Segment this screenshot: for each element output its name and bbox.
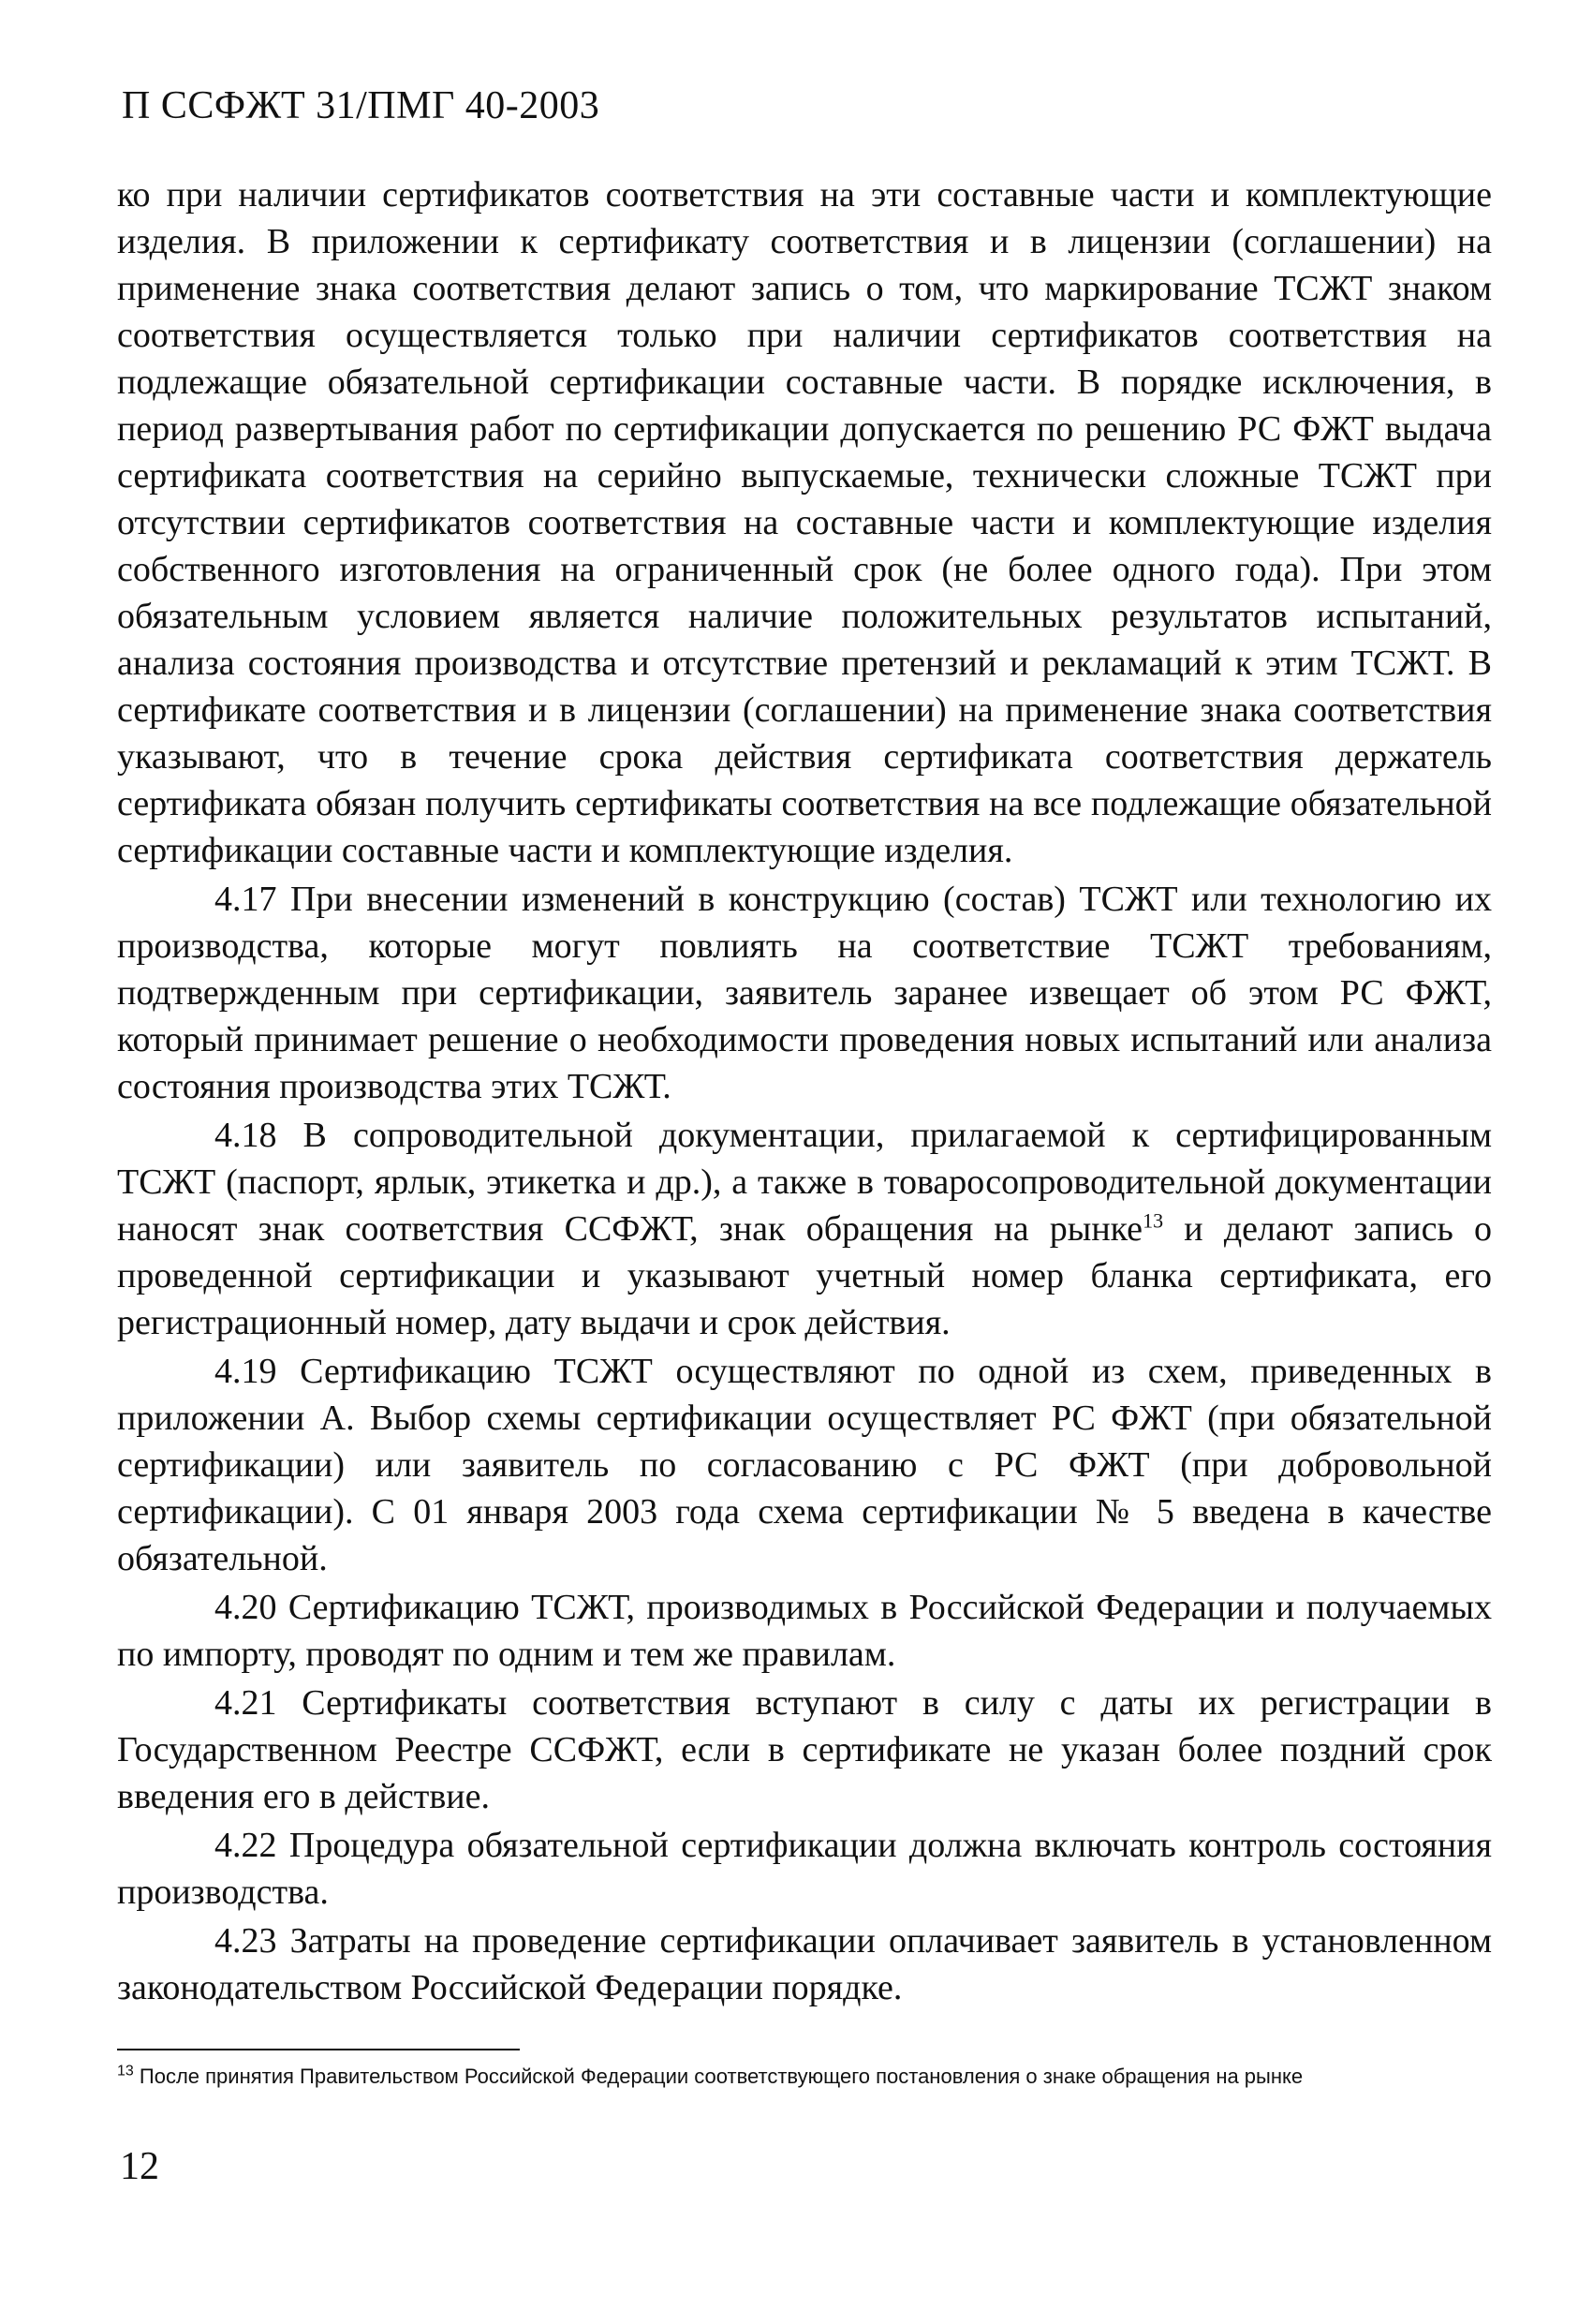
paragraph-4-18-text-before: 4.18 В сопроводительной документации, прилагаемой к сертифицированным ТСЖТ (паспорт, ярлык, этикетка и др.), а также в товаросопроводительной документации наносят знак соответствия ССФЖТ, знак обращения на рынке	[117, 1116, 1492, 1249]
paragraph-4-23: 4.23 Затраты на проведение сертификации оплачивает заявитель в установленном законодательством Российской Федерации порядке.	[117, 1921, 1492, 2007]
footnote-marker: 13	[117, 2063, 134, 2080]
paragraph-4-18	[117, 1112, 1492, 1346]
footnote-reference: 13	[1143, 1208, 1164, 1233]
paragraph-4-19: 4.19 Сертификацию ТСЖТ осуществляют по одной из схем, приведенных в приложении А. Выбор схемы сертификации осуществляет РС ФЖТ (при обязательной сертификации) или заявитель по согласованию с РС ФЖТ (при добровольной сертификации). С 01 января 2003 года схема сертификации № 5 введена в качестве обязательной.	[117, 1352, 1492, 1578]
paragraph-4-20: 4.20 Сертификацию ТСЖТ, производимых в Российской Федерации и получаемых по импорту, проводят по одним и тем же правилам.	[117, 1588, 1492, 1674]
paragraph-4-22: 4.22 Процедура обязательной сертификации должна включать контроль состояния производства.	[117, 1826, 1492, 1912]
footnote-divider	[117, 2049, 520, 2050]
paragraph-4-21: 4.21 Сертификаты соответствия вступают в силу с даты их регистрации в Государственном Реестре ССФЖТ, если в сертификате не указан более поздний срок введения его в действие.	[117, 1683, 1492, 1816]
paragraph-continuation: ко при наличии сертификатов соответствия на эти составные части и комплектующие изделия. В приложении к сертификату соответствия и в лицензии (соглашении) на применение знака соответствия делают запись о том, что маркирование ТСЖТ знаком соответствия осуществляется только при наличии сертификатов соответствия на подлежащие обязательной сертификации составные части. В порядке исключения, в период развертывания работ по сертификации допускается по решению РС ФЖТ выдача сертификата соответствия на серийно выпускаемые, технически сложные ТСЖТ при отсутствии сертификатов соответствия на составные части и комплектующие изделия собственного изготовления на ограниченный срок (не более одного года). При этом обязательным условием является наличие положительных результатов испытаний, анализа состояния производства и отсутствие претензий и рекламаций к этим ТСЖТ. В сертификате соответствия и в лицензии (соглашении) на применение знака соответствия указывают, что в течение срока действия сертификата соответствия держатель сертификата обязан получить сертификаты соответствия на все подлежащие обязательной сертификации составные части и комплектующие изделия.	[117, 175, 1492, 870]
paragraph-4-17: 4.17 При внесении изменений в конструкцию (состав) ТСЖТ или технологию их производства, которые могут повлиять на соответствие ТСЖТ требованиям, подтвержденным при сертификации, заявитель заранее извещает об этом РС ФЖТ, который принимает решение о необходимости проведения новых испытаний или анализа состояния производства этих ТСЖТ.	[117, 880, 1492, 1106]
document-body	[117, 171, 1492, 2011]
paragraph-4-18-text-after: и делают запись о проведенной сертификации и указывают учетный номер бланка сертификата, его регистрационный номер, дату выдачи и срок действия.	[117, 1209, 1493, 1342]
document-header: П ССФЖТ 31/ПМГ 40-2003	[122, 84, 600, 127]
footnote-text: После принятия Правительством Российской Федерации соответствующего постановления о знаке обращения на рынке	[133, 2065, 1304, 2088]
page-number: 12	[120, 2145, 159, 2188]
footnote	[117, 2061, 1492, 2093]
